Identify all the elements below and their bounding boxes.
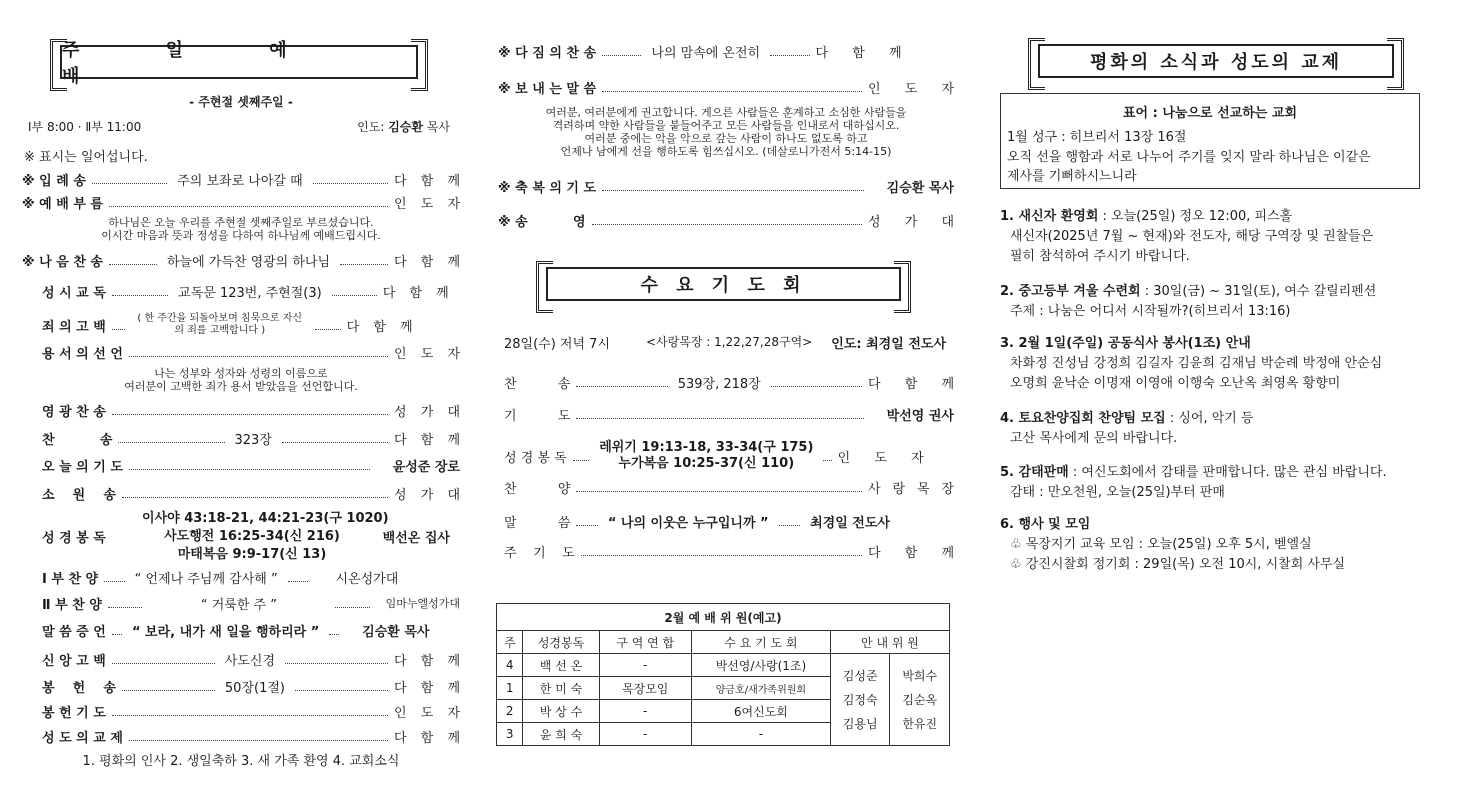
news-column — [996, 0, 1426, 786]
text-label: - — [599, 654, 691, 677]
text-label: 539장, 218장 — [677, 376, 761, 392]
text-label: 께 — [447, 254, 461, 270]
text-label: 가 — [420, 404, 434, 420]
text-label: 김용님 — [842, 716, 878, 731]
text-label: 자 — [911, 450, 924, 466]
text-label: “ 나의 이웃은 누구입니까 ” — [607, 515, 769, 531]
text-label: 다 — [394, 680, 407, 696]
text-label: 죄 의 고 백 — [42, 319, 106, 335]
text-label: 인 — [394, 196, 407, 212]
text-label: 도 — [904, 81, 918, 97]
text-label: 사도신경 — [224, 653, 276, 669]
text-label: 께 — [447, 653, 461, 669]
text-label: 2 — [497, 700, 523, 723]
text-label: 백 선 온 — [523, 654, 599, 677]
text-label: - — [691, 723, 830, 746]
text-label: 5. 감태판매 — [1000, 465, 1069, 480]
text-label: 주 — [497, 631, 523, 654]
text-label: 께 — [400, 319, 413, 335]
order-item — [22, 650, 460, 668]
text-label: 께 — [941, 376, 954, 392]
order-item — [22, 282, 460, 300]
motto: 표어 : 나눔으로 선교하는 교회 — [1123, 106, 1297, 121]
text-label: 새신자(2025년 7월 ~ 현재)와 전도자, 해당 구역장 및 권찰들은 — [1010, 229, 1374, 244]
text-label: 양금호/새가족위원회 — [691, 677, 830, 700]
text-label: 께 — [941, 545, 954, 561]
text-label: 성 — [868, 214, 881, 230]
text-label: 다 — [394, 730, 407, 746]
text-label: 인 — [394, 705, 407, 721]
text-label: 목장모임 — [599, 677, 691, 700]
text-label: 6. 행사 및 모임 — [1000, 517, 1091, 532]
text-label: 다 — [394, 653, 407, 669]
text-label: 김승환 목사 — [886, 180, 954, 196]
text-label: 다 — [394, 173, 407, 189]
text-label: 김정숙 — [842, 692, 878, 707]
text-label: 오 늘 의 기 도 — [42, 459, 123, 475]
text-label: 하나님은 오늘 우리를 주현절 셋째주일로 부르셨습니다. — [108, 216, 374, 229]
wednesday-title: 수 요 기 도 회 — [640, 275, 807, 296]
text-label: 성 시 교 독 — [42, 285, 106, 301]
news-item — [1000, 334, 1426, 394]
text-label: 여러분 중에는 악을 악으로 갚는 사람이 하나도 없도록 하고 — [584, 132, 868, 145]
text-label: 여러분이 고백한 죄가 용서 받았음을 선언합니다. — [124, 380, 358, 393]
news-item — [1000, 515, 1426, 575]
text-label: 하늘에 가득찬 영광의 하나님 — [166, 254, 331, 270]
text-label: 도 — [420, 196, 434, 212]
worship-leader — [357, 118, 450, 135]
text-label: 함 — [420, 680, 434, 696]
news-title-banner — [1038, 44, 1394, 78]
text-label: 인 — [394, 346, 407, 362]
text-label: 1. 새신자 환영회 — [1000, 209, 1099, 224]
order-item — [22, 311, 460, 339]
text-label: 한 미 숙 — [523, 677, 599, 700]
text-label: 말 씀 증 언 — [42, 624, 106, 640]
text-label: 다 — [868, 545, 881, 561]
text-label: 함 — [420, 730, 434, 746]
text-label: 함 — [904, 376, 918, 392]
order-item — [22, 343, 460, 361]
text-label: “ 언제나 주님께 감사해 ” — [134, 571, 278, 587]
order-item — [498, 42, 954, 60]
call-note — [22, 216, 460, 242]
text-label: 소 원 송 — [42, 487, 116, 503]
order-item — [22, 193, 460, 211]
text-label: 가 — [420, 487, 434, 503]
order-item — [498, 512, 954, 530]
order-item — [22, 484, 460, 502]
absolution-note — [22, 367, 460, 393]
order-item — [498, 405, 954, 423]
order-item — [498, 78, 954, 96]
text-label: 께 — [447, 173, 460, 189]
text-label: 성 — [394, 404, 407, 420]
text-label: 격려하며 약한 사람들을 붙들어주고 모든 사람들을 인내로서 대하십시오. — [552, 119, 900, 132]
leader-title: 목사 — [426, 120, 450, 134]
text-label: 신 앙 고 백 — [42, 653, 106, 669]
text-label: 함 — [852, 45, 865, 61]
text-label: 윤성준 장로 — [392, 459, 460, 475]
text-label: 이시간 마음과 뜻과 정성을 다하여 하나님께 예배드립시다. — [101, 229, 381, 242]
text-label: 찬 송 — [504, 376, 571, 392]
duty-table-title: 2월 예 배 위 원(예고) — [497, 604, 950, 631]
text-label: 사도행전 16:25-34(신 216) — [164, 529, 340, 544]
text-label: 다 — [394, 254, 407, 270]
text-label: Ⅰ 부 찬 양 — [42, 571, 99, 587]
text-label: 감태 : 만오천원, 오늘(25일)부터 판매 — [1010, 485, 1225, 500]
text-label: 박희수 — [902, 668, 938, 683]
verse-text: 오직 선을 행함과 서로 나누어 주기를 잊지 말라 하나님은 이같은 — [1007, 150, 1371, 165]
text-label: ※ 예 배 부 름 — [22, 196, 103, 212]
worship-title: 주 일 예 배 — [62, 40, 327, 87]
text-label: 안 내 위 원 — [830, 631, 949, 654]
text-label: 다 — [815, 45, 829, 61]
text-label: 함 — [373, 319, 386, 335]
text-label: 다 — [382, 285, 396, 301]
text-label: 수 요 기 도 회 — [691, 631, 830, 654]
verse-ref: 1월 성구 : 히브리서 13장 16절 — [1007, 130, 1187, 145]
table-header-row — [497, 631, 950, 654]
text-label: 50장(1절) — [224, 680, 285, 696]
text-label: 구 역 연 합 — [599, 631, 691, 654]
text-label: 레위기 19:13-18, 33-34(구 175) — [599, 440, 814, 455]
text-label: 박선영 권사 — [886, 408, 954, 424]
wednesday-title-banner — [546, 267, 901, 301]
text-label: 함 — [420, 173, 434, 189]
text-label: “ 거룩한 주 ” — [200, 597, 277, 613]
text-label: 랑 — [892, 481, 906, 497]
text-label: : 오늘(25일) 정오 12:00, 피스홀 — [1098, 209, 1293, 224]
text-label: 박선영/사랑(1조) — [691, 654, 830, 677]
text-label: ♧ 강진시찰회 정기회 : 29일(목) 오전 10시, 시찰회 사무실 — [1010, 557, 1346, 572]
text-label: 1 — [497, 677, 523, 700]
leader-label: 인도: — [357, 120, 385, 134]
text-label: 고산 목사에게 문의 바랍니다. — [1010, 431, 1178, 446]
scripture-label: 성 경 봉 독 — [42, 531, 106, 546]
sending-note — [498, 106, 954, 158]
text-label: - — [599, 723, 691, 746]
news-item — [1000, 282, 1426, 322]
text-label: 언제나 남에게 선을 행하도록 힘쓰십시오. (데살로니가전서 5:14-15) — [560, 145, 892, 158]
text-label: 나의 맘속에 온전히 — [651, 45, 761, 61]
wednesday-scripture — [595, 440, 817, 472]
text-label: 나는 성부와 성자와 성령의 이름으로 — [154, 367, 328, 380]
text-label: 김성준 — [842, 668, 878, 683]
text-label: 기 도 — [504, 408, 571, 424]
text-label: 영 광 찬 송 — [42, 404, 106, 420]
ushers-a — [830, 654, 890, 746]
text-label: : 여신도회에서 감태를 판매합니다. 많은 관심 바랍니다. — [1068, 465, 1387, 480]
text-label: 다 — [394, 432, 407, 448]
text-label: 4. 토요찬양집회 찬양팀 모집 — [1000, 411, 1166, 426]
text-label: ※ 축 복 의 기 도 — [498, 180, 597, 196]
order-item — [22, 677, 460, 695]
text-label: 사 — [868, 481, 881, 497]
text-label: 이사야 43:18-21, 44:21-23(구 1020) — [142, 511, 389, 526]
order-item — [22, 621, 460, 639]
text-label: ※ 보 내 는 말 씀 — [498, 81, 597, 97]
order-item — [498, 478, 954, 496]
wednesday-date: 28일(수) 저녁 7시 — [504, 337, 611, 352]
text-label: 성 도 의 교 제 — [42, 730, 123, 746]
duty-table — [496, 603, 950, 746]
order-item — [22, 594, 460, 612]
worship-subtitle: - 주현절 셋째주일 - — [189, 95, 293, 109]
text-label: 시온성가대 — [335, 571, 399, 587]
standing-note: ※ 표시는 일어섭니다. — [24, 150, 148, 165]
text-label: 말 씀 — [504, 515, 571, 531]
text-label: 인 — [837, 450, 851, 466]
text-label: ※ 나 음 찬 송 — [22, 254, 103, 270]
text-label: 누가복음 10:25-37(신 110) — [618, 456, 795, 471]
text-label: 용 서 의 선 언 — [42, 346, 123, 362]
wednesday-leader: 인도: 최경일 전도사 — [831, 337, 946, 352]
text-label: 필히 참석하여 주시기 바랍니다. — [1010, 249, 1190, 264]
text-label: 다 — [346, 319, 360, 335]
text-label: 대 — [447, 404, 460, 420]
order-item — [22, 456, 460, 474]
scripture-lines — [142, 510, 389, 564]
text-label: 찬 양 — [504, 481, 571, 497]
order-item — [22, 251, 460, 269]
text-label: 여러분, 여러분에게 권고합니다. 게으른 사람들은 훈계하고 소심한 사람들을 — [545, 106, 907, 119]
text-label: 께 — [447, 730, 460, 746]
text-label: 임마누엘성가대 — [385, 597, 460, 610]
order-item — [22, 702, 460, 720]
text-label: 김순옥 — [902, 692, 938, 707]
text-label: ※ 송 영 — [498, 214, 586, 230]
text-label: 교독문 123번, 주현절(3) — [178, 285, 322, 301]
ushers-b — [890, 654, 950, 746]
text-label: 도 — [420, 705, 434, 721]
text-label: - — [599, 700, 691, 723]
text-label: “ 보라, 내가 새 일을 행하리라 ” — [131, 624, 320, 640]
text-label: 다 — [868, 376, 881, 392]
text-label: 한유진 — [902, 716, 938, 731]
text-label: 목 — [916, 481, 930, 497]
text-label: 자 — [447, 705, 460, 721]
worship-column — [22, 0, 460, 786]
text-label: 께 — [447, 432, 460, 448]
text-label: Ⅱ 부 찬 양 — [42, 597, 102, 613]
text-label: 께 — [447, 680, 460, 696]
news-title: 평화의 소식과 성도의 교제 — [1089, 52, 1343, 73]
text-label: 윤 희 숙 — [523, 723, 599, 746]
text-label: 함 — [420, 653, 434, 669]
text-label: ( 한 주간을 되돌아보며 침묵으로 자신의 죄를 고백합니다 ) — [137, 313, 303, 336]
text-label: 박 상 수 — [523, 700, 599, 723]
text-label: 장 — [941, 481, 954, 497]
news-item — [1000, 409, 1426, 449]
order-item — [498, 177, 954, 195]
verse-text: 제사를 기뻐하시느니라 — [1007, 169, 1137, 184]
text-label: 성경봉독 — [523, 631, 599, 654]
text-label: 최경일 전도사 — [810, 515, 890, 531]
text-label: 2. 중고등부 겨울 수련회 — [1000, 284, 1141, 299]
order-item — [22, 401, 460, 419]
text-label: 오명희 윤낙순 이명재 이영애 이행숙 오난옥 최영옥 황향미 — [1010, 376, 1341, 391]
service-times: Ⅰ부 8:00 · Ⅱ부 11:00 — [28, 120, 142, 134]
text-label: 주 기 도 — [504, 545, 575, 561]
order-item — [22, 170, 460, 188]
motto-box — [1000, 93, 1420, 189]
text-label: 대 — [447, 487, 460, 503]
text-label: 봉 헌 기 도 — [42, 705, 106, 721]
text-label: 3 — [497, 723, 523, 746]
text-label: 3. 2월 1일(주일) 공동식사 봉사(1조) 안내 — [1000, 336, 1251, 351]
text-label: 함 — [409, 285, 423, 301]
text-label: 인 — [868, 81, 881, 97]
text-label: 김승환 목사 — [362, 624, 430, 640]
table-row — [497, 654, 950, 677]
order-item — [498, 373, 954, 391]
text-label: 찬 송 — [42, 432, 113, 448]
news-item — [1000, 207, 1426, 267]
text-label: 4 — [497, 654, 523, 677]
text-label: 차화정 진성님 강정희 김길자 김윤희 김재님 박순례 박정애 안순심 — [1010, 356, 1383, 371]
text-label: ※ 입 례 송 — [22, 173, 86, 189]
text-label: ※ 다 짐 의 찬 송 — [498, 45, 597, 61]
text-label: 주의 보좌로 나아갈 때 — [177, 173, 303, 189]
text-label: 함 — [420, 254, 434, 270]
text-label: 마태복음 9:9-17(신 13) — [177, 547, 327, 562]
text-label: 자 — [941, 81, 954, 97]
worship-title-banner — [60, 40, 418, 87]
fellowship-note: 1. 평화의 인사 2. 생일축하 3. 새 가족 환영 4. 교회소식 — [82, 754, 400, 769]
order-item — [22, 429, 460, 447]
text-label: 자 — [447, 346, 460, 362]
text-label: 자 — [447, 196, 460, 212]
text-label: 대 — [941, 214, 954, 230]
text-label: 주제 : 나눔은 어디서 시작될까?(히브리서 13:16) — [1010, 304, 1291, 319]
text-label: 가 — [904, 214, 918, 230]
leader-name: 김승환 — [388, 120, 423, 134]
text-label: 323장 — [234, 432, 272, 448]
order-item — [22, 727, 460, 745]
text-label: 께 — [436, 285, 449, 301]
text-label: : 30일(금) ~ 31일(토), 여수 갈릴리펜션 — [1140, 284, 1377, 299]
text-label: 함 — [904, 545, 918, 561]
wednesday-group: <사랑목장 : 1,22,27,28구역> — [646, 335, 813, 349]
text-label: 성 경 봉 독 — [504, 450, 567, 466]
text-label: ♧ 목장지기 교육 모임 : 오늘(25일) 오후 5시, 벧엘실 — [1010, 537, 1312, 552]
text-label: 성 — [394, 487, 407, 503]
text-label: 도 — [874, 450, 887, 466]
scripture-reader: 백선온 집사 — [382, 531, 450, 546]
news-item — [1000, 463, 1426, 503]
order-item — [498, 211, 954, 229]
order-item — [498, 542, 954, 560]
text-label: 함 — [420, 432, 434, 448]
text-label: 6여신도회 — [691, 700, 830, 723]
text-label: 께 — [888, 45, 902, 61]
text-label: 봉 헌 송 — [42, 680, 116, 696]
middle-column — [498, 0, 954, 786]
order-item — [22, 568, 460, 586]
text-label: 도 — [420, 346, 434, 362]
text-label: : 싱어, 악기 등 — [1165, 411, 1254, 426]
order-item — [498, 441, 954, 471]
